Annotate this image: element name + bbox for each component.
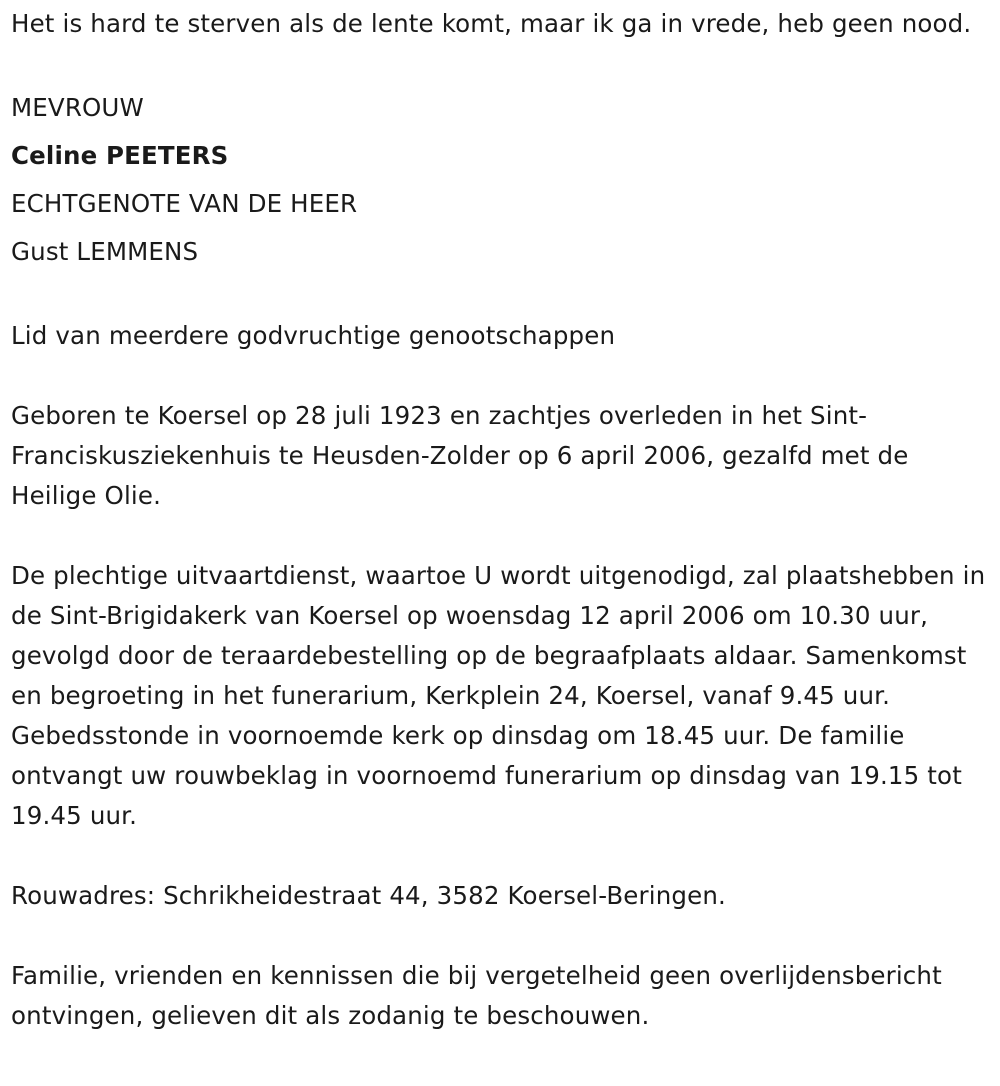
membership-line: Lid van meerdere godvruchtige genootschappen xyxy=(11,321,616,350)
spacer xyxy=(11,276,996,316)
spouse-name: Gust LEMMENS xyxy=(11,237,199,266)
mourning-address: Rouwadres: Schrikheidestraat 44, 3582 Koersel-Beringen. xyxy=(11,881,726,910)
relation-line: ECHTGENOTE VAN DE HEER xyxy=(11,189,358,218)
spacer xyxy=(11,916,996,956)
funeral-details-paragraph: De plechtige uitvaartdienst, waartoe U wordt uitgenodigd, zal plaatshebben in de Sint-Brigidakerk van Koersel op woensdag 12 april 2006 om 10.30 uur, gevolgd door de teraardebestelling op de begraafplaats aldaar. Samenkomst en begroeting in het funerarium, Kerkplein 24, Koersel, vanaf 9.45 uur. Gebedsstonde in voornoemde kerk op dinsdag om 18.45 uur. De familie ontvangt uw rouwbeklag in voornoemd funerarium op dinsdag van 19.15 tot 19.45 uur. xyxy=(11,561,986,830)
birth-death-paragraph: Geboren te Koersel op 28 juli 1923 en zachtjes overleden in het Sint-Franciskusziekenhuis te Heusden-Zolder op 6 april 2006, gezalfd met de Heilige Olie. xyxy=(11,401,909,510)
obituary-notice xyxy=(11,4,996,1036)
title-line: MEVROUW xyxy=(11,93,144,122)
spacer xyxy=(11,44,996,84)
spacer xyxy=(11,516,996,556)
deceased-name: Celine PEETERS xyxy=(11,141,229,170)
closing-note: Familie, vrienden en kennissen die bij vergetelheid geen overlijdensbericht ontvingen, gelieven dit als zodanig te beschouwen. xyxy=(11,961,942,1030)
spacer xyxy=(11,356,996,396)
opening-quote: Het is hard te sterven als de lente komt, maar ik ga in vrede, heb geen nood. xyxy=(11,9,972,38)
spacer xyxy=(11,836,996,876)
